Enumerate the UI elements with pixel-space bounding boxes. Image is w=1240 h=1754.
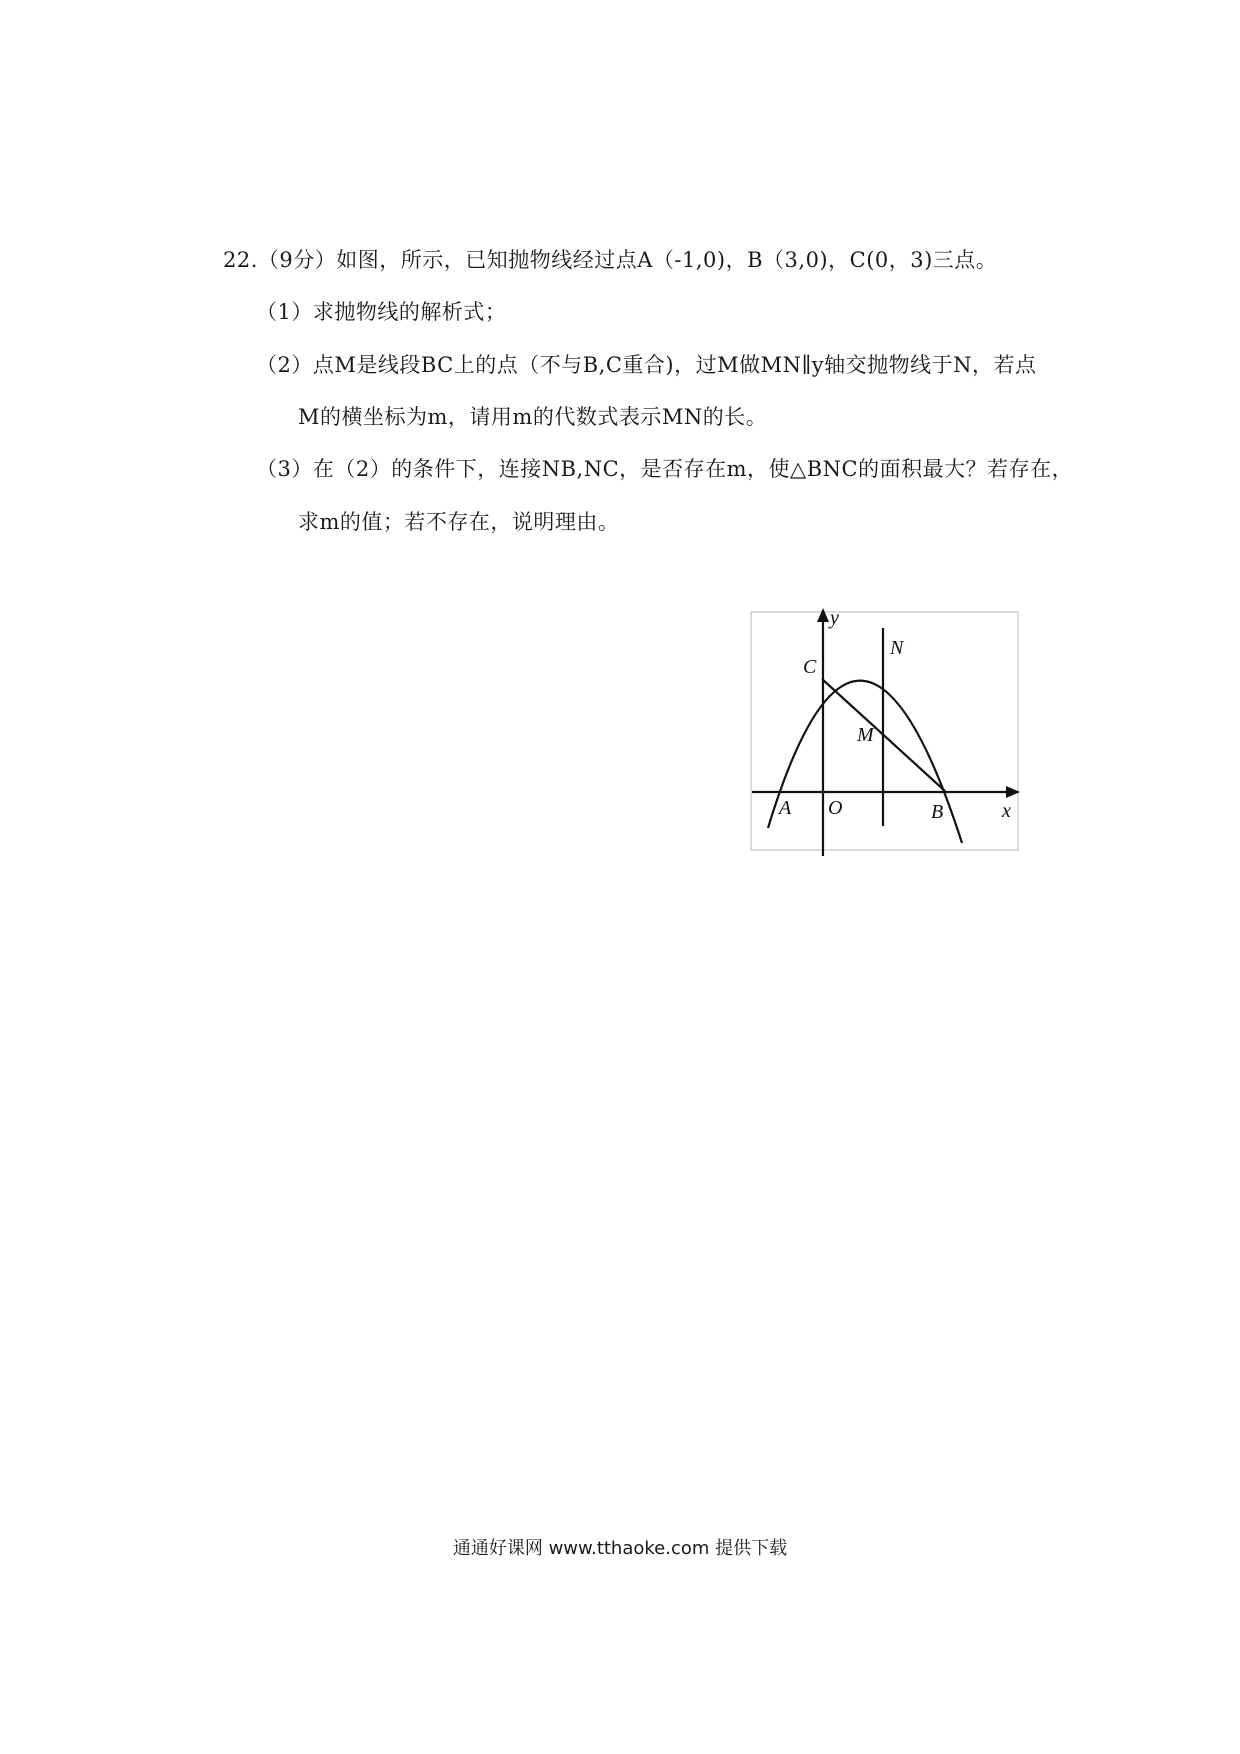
point-m-label: M (857, 724, 874, 746)
point-c-label: C (803, 656, 817, 678)
question-part-2-line-1: （2）点M是线段BC上的点（不与B,C重合)，过M做MN∥y轴交抛物线于N，若点 (256, 353, 1037, 377)
point-n-label: N (890, 637, 904, 659)
point-b-label: B (931, 801, 944, 823)
footer-text: 通通好课网 www.tthaoke.com 提供下载 (452, 1538, 788, 1559)
question-part-3-line-1: （3）在（2）的条件下，连接NB,NC，是否存在m，使△BNC的面积最大？若存在， (256, 457, 1074, 481)
y-axis-arrow-icon (817, 608, 829, 622)
point-o-label: O (828, 797, 843, 819)
question-part-1: （1）求抛物线的解析式； (256, 300, 507, 324)
question-stem: 22.（9分）如图，所示，已知抛物线经过点A（-1,0)，B（3,0)，C(0，3)三点。 (223, 248, 998, 272)
y-axis-label: y (830, 608, 839, 629)
x-axis-label: x (1002, 800, 1011, 822)
point-a-label: A (779, 797, 792, 819)
parabola-figure (750, 608, 1025, 858)
question-part-3-line-2: 求m的值；若不存在，说明理由。 (298, 510, 620, 534)
question-part-2-line-2: M的横坐标为m，请用m的代数式表示MN的长。 (298, 405, 768, 429)
